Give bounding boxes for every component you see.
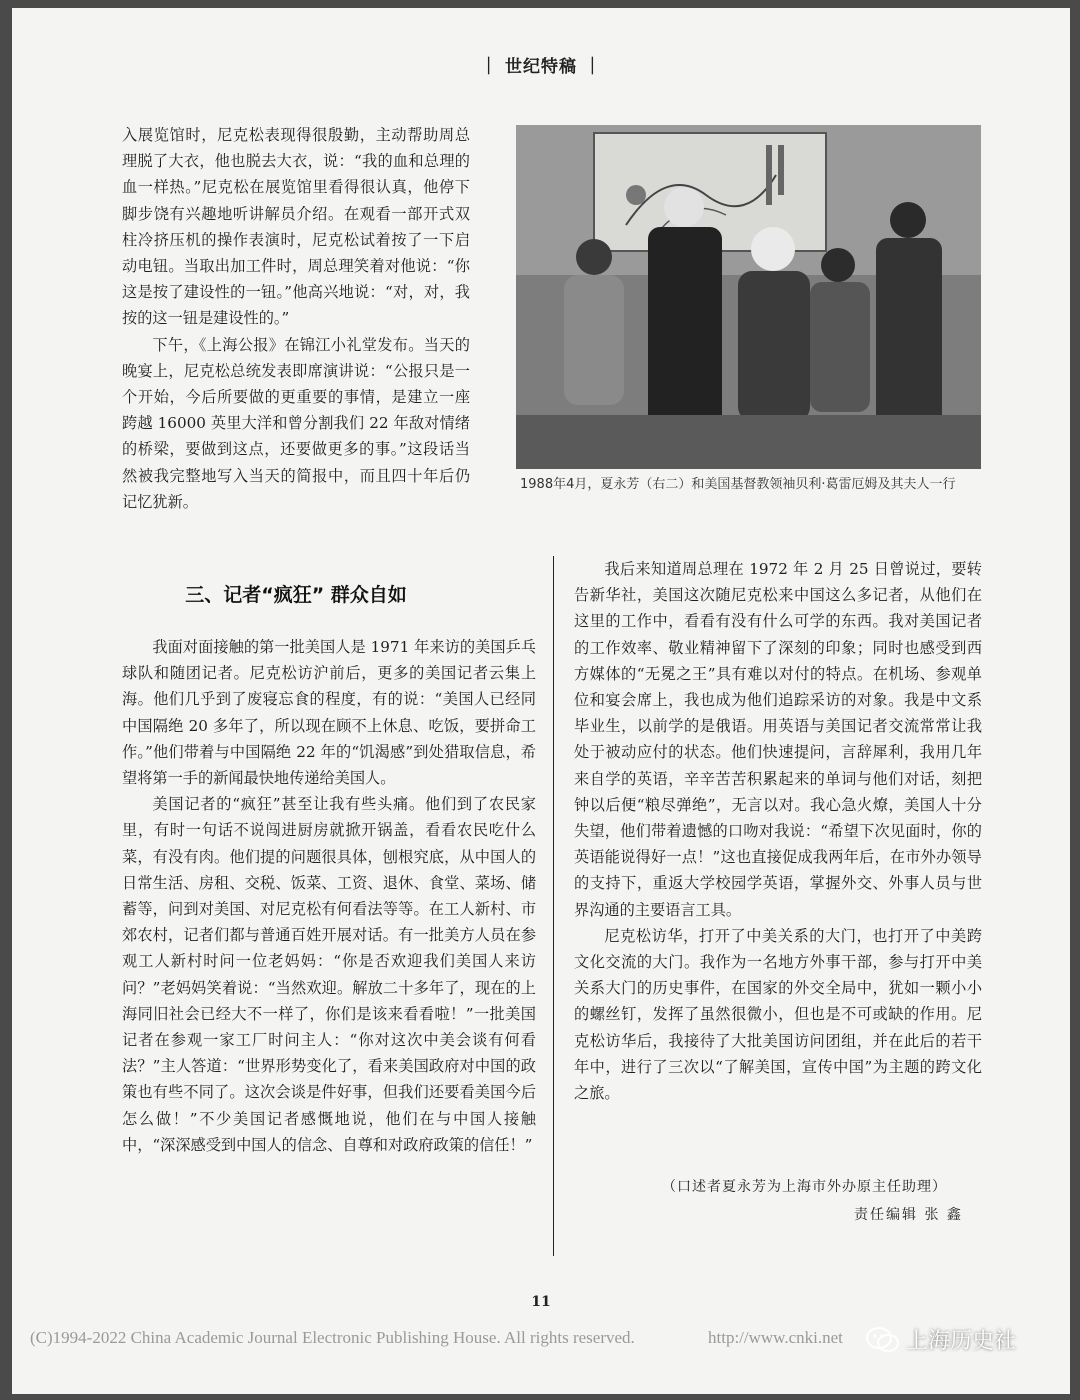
- paragraph: 下午，《上海公报》在锦江小礼堂发布。当天的晚宴上，尼克松总统发表即席演讲说：“公报只是一个开始，今后所要做的更重要的事情，是建立一座跨越 16000 英里大洋和曾分割我们 22 年敌对情绪的桥梁，要做到这点，还要做更多的事。”这段话当然被我完整地写入当天的简报中，而且四十年后仍记忆犹新。: [122, 335, 470, 511]
- photo-caption: 1988年4月，夏永芳（右二）和美国基督教领袖贝利·葛雷厄姆及其夫人一行: [520, 477, 956, 492]
- paragraph: 我后来知道周总理在 1972 年 2 月 25 日曾说过，要转告新华社，美国这次随尼克松来中国这么多记者，从他们在这里的工作中，看看有没有什么可学的东西。我对美国记者的工作效率、敬业精神留下了深刻的印象；同时也感受到西方媒体的“无冕之王”具有难以对付的特点。在机场、参观单位和宴会席上，我也成为他们追踪采访的对象。我是中文系毕业生，以前学的是俄语。用英语与美国记者交流常常让我处于被动应付的状态。他们快速提问，言辞犀利，我用几年来自学的英语，辛辛苦苦积累起来的单词与他们对话，刻把钟以后便“粮尽弹绝”，无言以对。我心急火燎，美国人十分失望，他们带着遗憾的口吻对我说：“希望下次见面时，你的英语能说得好一点！”这也直接促成我两年后，在市外办领导的支持下，重返大学校园学英语，掌握外交、外事人员与世界沟通的主要语言工具。: [574, 560, 982, 919]
- author-note: （口述者夏永芳为上海市外办原主任助理）: [662, 1179, 947, 1195]
- footer-url: http://www.cnki.net: [708, 1328, 843, 1347]
- paragraph: 入展览馆时，尼克松表现得很殷勤，主动帮助周总理脱了大衣，他也脱去大衣，说：“我的血和总理的血一样热。”尼克松在展览馆里看得很认真，他停下脚步饶有兴趣地听讲解员介绍。在观看一部开式双柱冷挤压机的操作表演时，尼克松试着按了一下启动电钮。当取出加工件时，周总理笑着对他说：“你这是按了建设性的一钮。”他高兴地说：“对，对，我按的这一钮是建设性的。”: [122, 126, 470, 328]
- page-number: 11: [531, 1294, 551, 1310]
- page-header: ｜ 世纪特稿 ｜: [480, 57, 602, 77]
- section-title: 三、记者“疯狂” 群众自如: [185, 584, 407, 606]
- column-divider: [553, 556, 554, 1256]
- group-photo: [516, 125, 981, 469]
- right-column: [574, 556, 982, 1106]
- copyright-footer: (C)1994-2022 China Academic Journal Electronic Publishing House. All rights reserved.: [30, 1328, 635, 1347]
- paragraph: 美国记者的“疯狂”甚至让我有些头痛。他们到了农民家里，有时一句话不说闯进厨房就掀开锅盖，看看农民吃什么菜，有没有肉。他们提的问题很具体，刨根究底，从中国人的日常生活、房租、交税、饭菜、工资、退休、食堂、菜场、储蓄等，问到对美国、对尼克松有何看法等等。在工人新村、市郊农村，记者们都与普通百姓开展对话。有一批美方人员在参观工人新村时问一位老妈妈：“你是否欢迎我们美国人来访问？”老妈妈笑着说：“当然欢迎。解放二十多年了，现在的上海同旧社会已经大不一样了，你们是该来看看啦！”一批美国记者在参观一家工厂时问主人：“你对这次中美会谈有何看法？”主人答道：“世界形势变化了，看来美国政府对中国的政策也有些不同了。这次会谈是件好事，但我们还要看美国今后怎么做！”不少美国记者感慨地说，他们在与中国人接触中，“深深感受到中国人的信念、自尊和对政府政策的信任！”: [122, 795, 536, 1154]
- wechat-icon: [866, 1326, 900, 1354]
- left-column-bottom: [122, 634, 536, 1158]
- editor-note: 责任编辑 张 鑫: [854, 1207, 963, 1223]
- header-title: 世纪特稿: [505, 57, 577, 77]
- paragraph: 我面对面接触的第一批美国人是 1971 年来访的美国乒乓球队和随团记者。尼克松访沪前后，更多的美国记者云集上海。他们几乎到了废寝忘食的程度，有的说：“美国人已经同中国隔绝 20 多年了，所以现在顾不上休息、吃饭，要拼命工作。”他们带着与中国隔绝 22 年的“饥渴感”到处猎取信息，希望将第一手的新闻最快地传递给美国人。: [122, 638, 536, 788]
- document-page: [12, 8, 1070, 1394]
- paragraph: 尼克松访华，打开了中美关系的大门，也打开了中美跨文化交流的大门。我作为一名地方外事干部，参与打开中美关系大门的历史事件，在国家的外交全局中，犹如一颗小小的螺丝钉，发挥了虽然很微小，但也是不可或缺的作用。尼克松访华后，我接待了大批美国访问团组，并在此后的若干年中，进行了三次以“了解美国，宣传中国”为主题的跨文化之旅。: [574, 926, 982, 1103]
- watermark: [866, 1324, 1016, 1355]
- left-column-top: [122, 122, 470, 515]
- watermark-text: 上海历史社: [906, 1329, 1017, 1354]
